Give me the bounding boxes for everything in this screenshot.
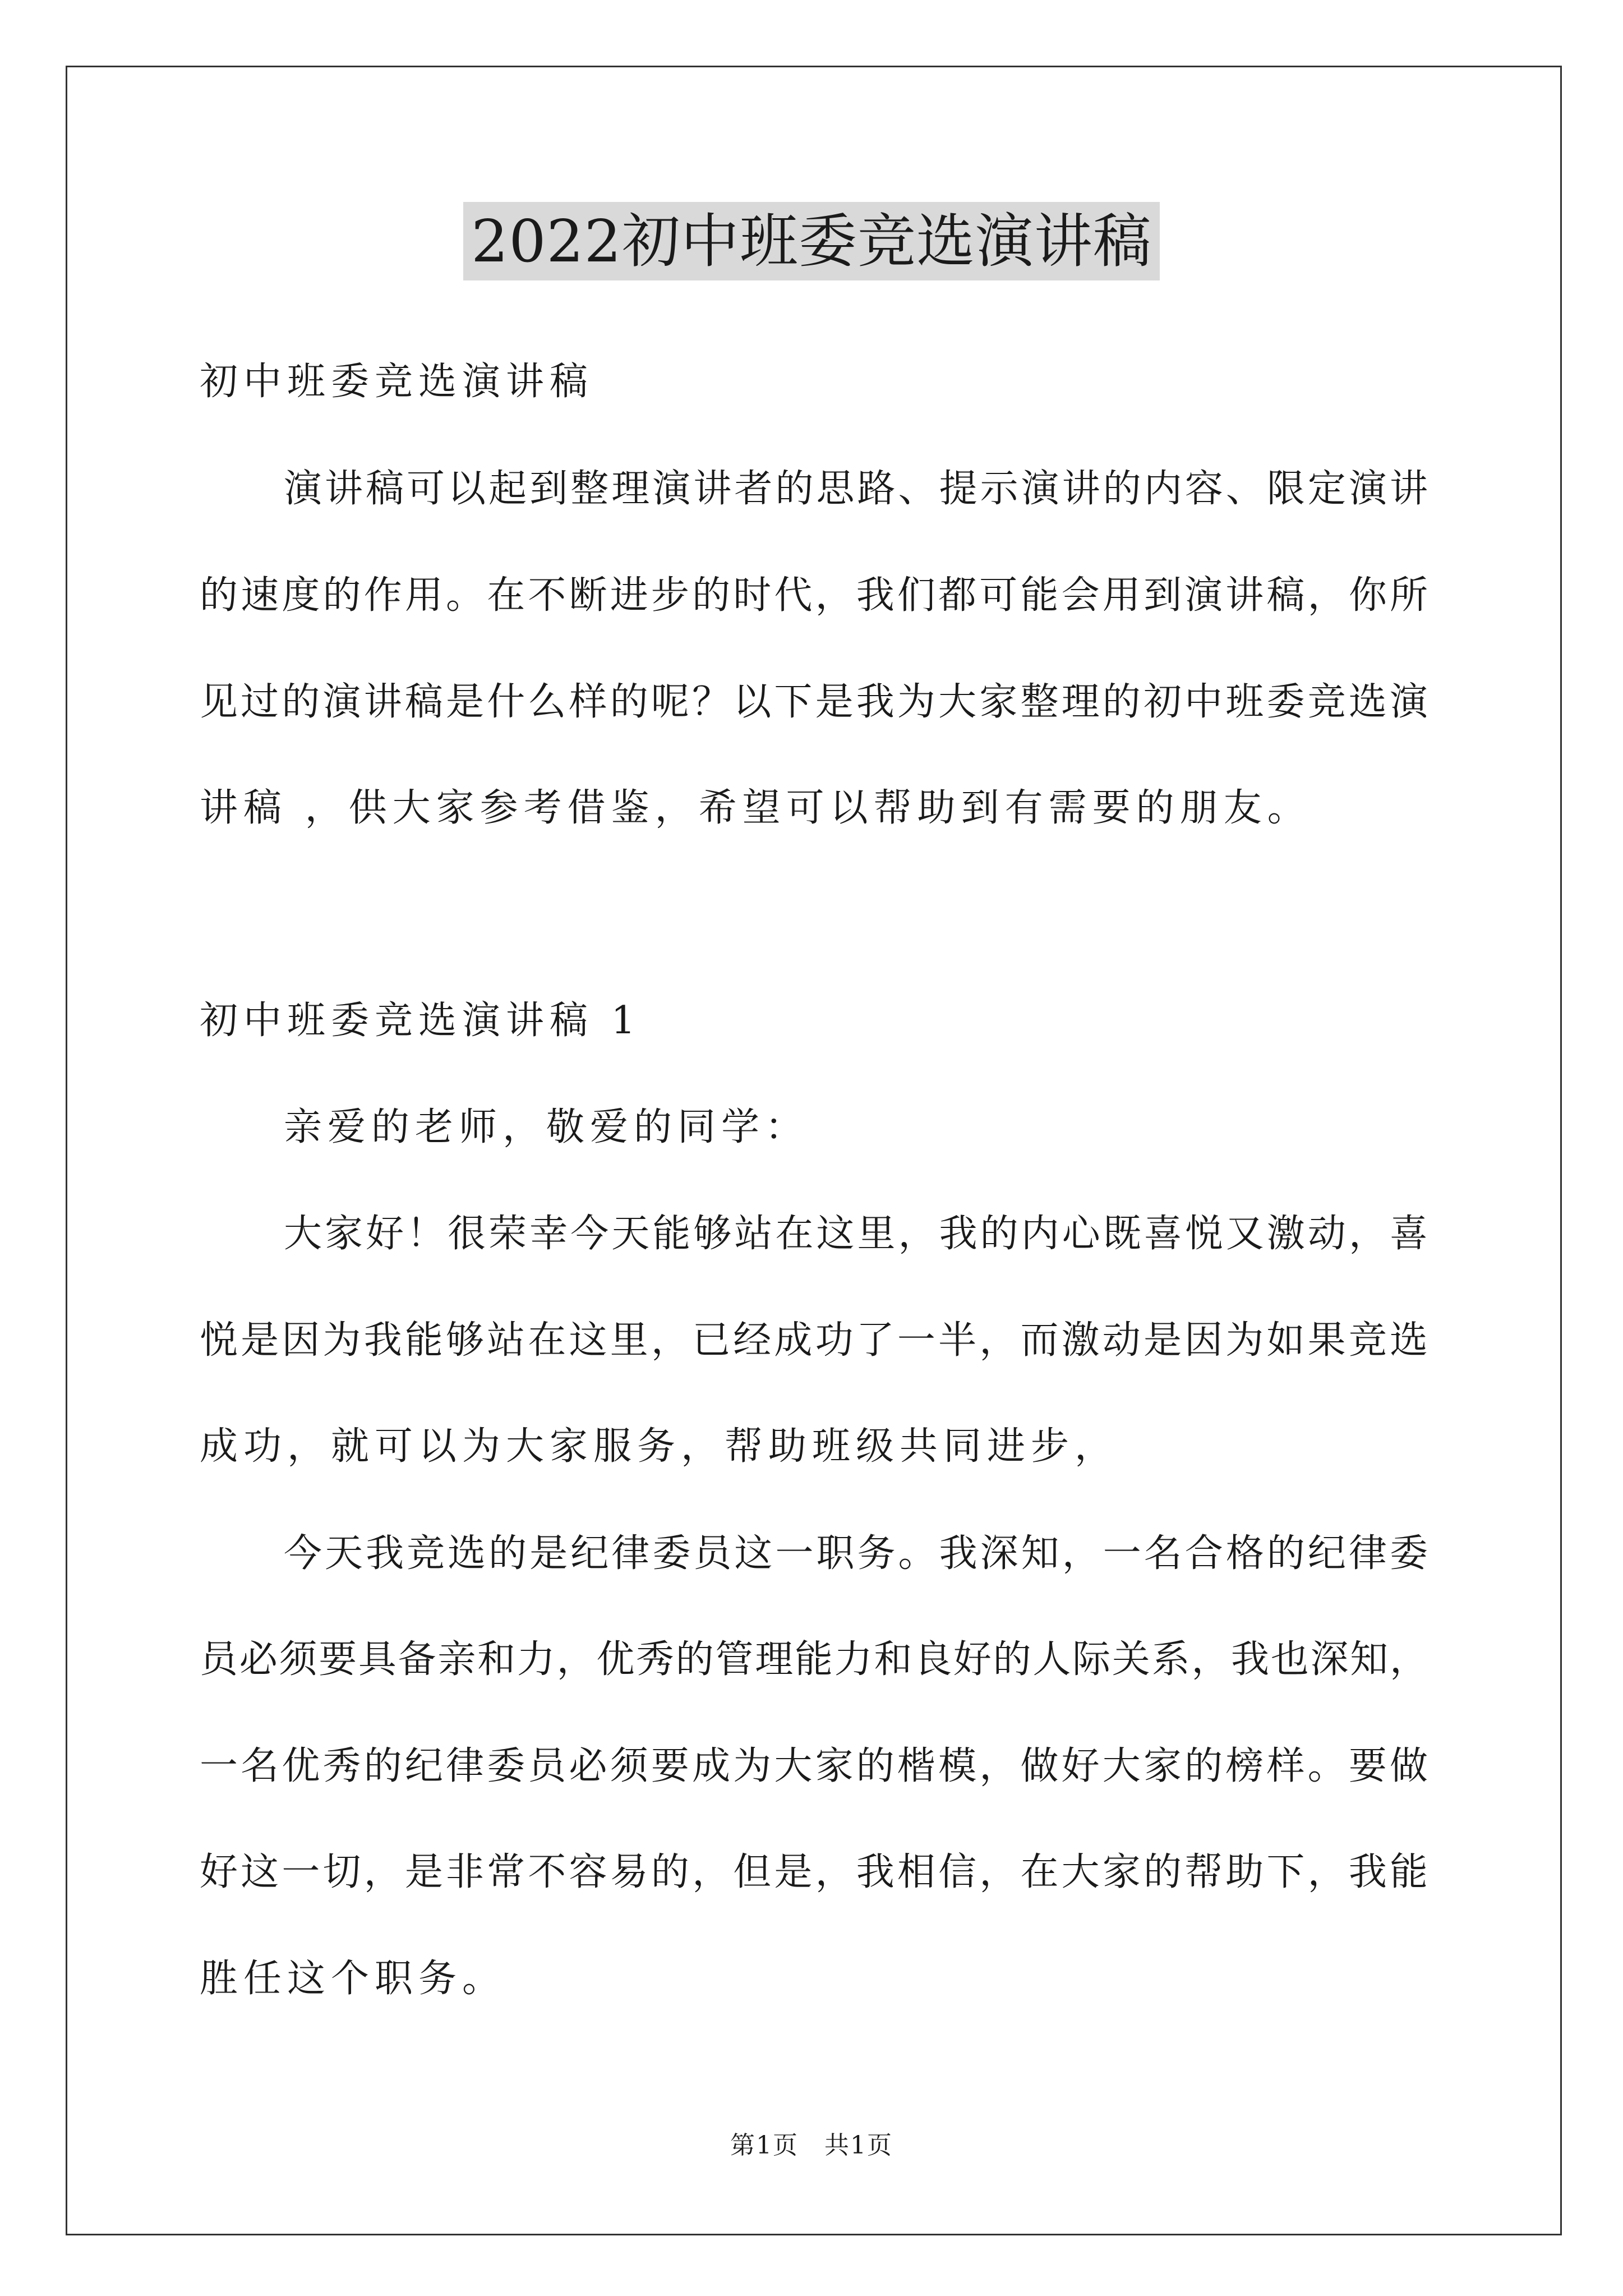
page-footer: 第1页 共1页 [730, 2131, 893, 2160]
paragraph-line: 讲稿 ，供大家参考借鉴，希望可以帮助到有需要的朋友。 [200, 786, 1311, 830]
paragraph-line: 悦是因为我能够站在这里，已经成功了一半，而激动是因为如果竞选 [200, 1318, 1428, 1363]
paragraph-line: 员必须要具备亲和力，优秀的管理能力和良好的人际关系，我也深知， [200, 1637, 1428, 1682]
paragraph-line: 见过的演讲稿是什么样的呢？以下是我为大家整理的初中班委竞选演 [200, 680, 1428, 724]
paragraph-line: 大家好！很荣幸今天能够站在这里，我的内心既喜悦又激动，喜 [284, 1212, 1428, 1256]
greeting: 亲爱的老师，敬爱的同学： [284, 1105, 809, 1149]
document-title [0, 202, 1623, 280]
section-heading: 初中班委竞选演讲稿 1 [200, 999, 641, 1043]
paragraph-line: 胜任这个职务。 [200, 1957, 506, 2001]
paragraph-line: 演讲稿可以起到整理演讲者的思路、提示演讲的内容、限定演讲 [284, 467, 1428, 511]
subtitle: 初中班委竞选演讲稿 [200, 360, 594, 404]
paragraph-line: 成功，就可以为大家服务，帮助班级共同进步， [200, 1424, 1119, 1469]
paragraph-line: 今天我竞选的是纪律委员这一职务。我深知，一名合格的纪律委 [284, 1531, 1428, 1576]
paragraph-line: 好这一切，是非常不容易的，但是，我相信，在大家的帮助下，我能 [200, 1850, 1428, 1894]
paragraph-line: 一名优秀的纪律委员必须要成为大家的楷模，做好大家的榜样。要做 [200, 1744, 1428, 1788]
document-title-text: 2022初中班委竞选演讲稿 [463, 202, 1160, 280]
paragraph-line: 的速度的作用。在不断进步的时代，我们都可能会用到演讲稿，你所 [200, 573, 1428, 618]
